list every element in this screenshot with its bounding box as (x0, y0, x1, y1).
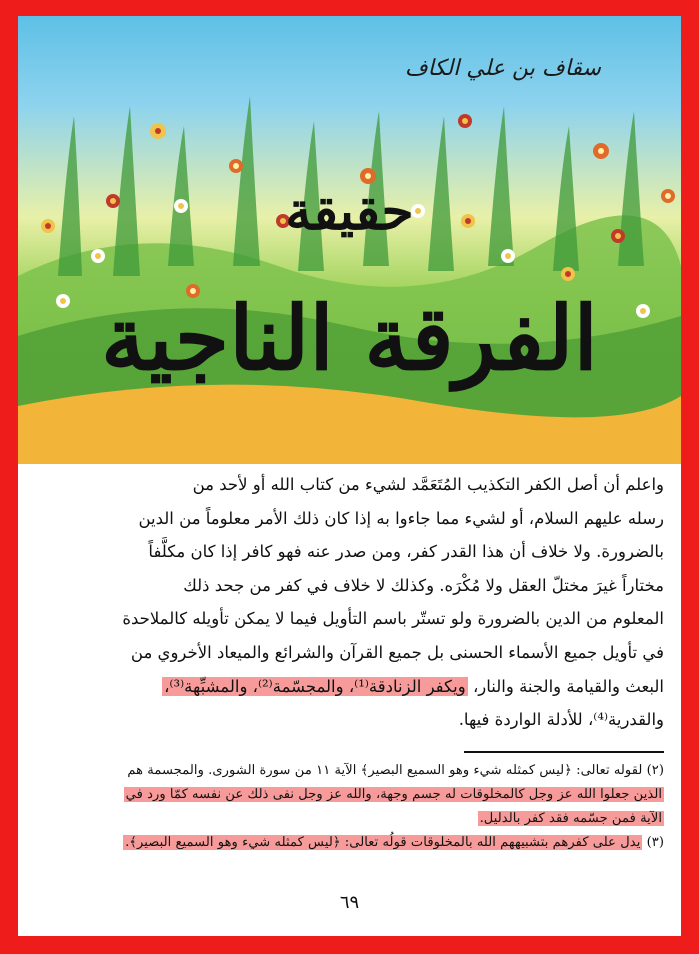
book-page (18, 16, 681, 936)
body-line: المعلوم من الدين بالضرورة ولو تستّر باسم التأويل فيما لا يمكن تأويله كالملاحدة (122, 609, 664, 629)
page-body (32, 468, 664, 855)
body-line: في تأويل جميع الأسماء الحسنى بل جميع القرآن والشرائع والميعاد الأخروي من (130, 642, 664, 662)
footnotes (32, 759, 664, 855)
footnote-divider (464, 751, 664, 753)
body-line: رسله عليهم السلام، أو لشيء مما جاءوا به إذا كان ذلك الأمر معلوماً من الدين (138, 508, 664, 528)
body-line (32, 670, 664, 704)
title-line-1: حقيقة (285, 181, 414, 242)
author-name: سقاف بن علي الكاف (404, 56, 601, 81)
body-line: واعلم أن أصل الكفر التكذيب المُتَعَمَّد لشيء من كتاب الله أو لأحد من (192, 475, 664, 494)
title-line-2: الفرقة الناجية (101, 286, 598, 390)
highlighted-footnote: يدل على كفرهم بتشبيههم الله بالمخلوقات قولُه تعالى: ﴿ليس كمثله شيء وهو السميع البصير﴾. (125, 834, 641, 850)
main-paragraph (32, 468, 664, 737)
body-line-start: البعث والقيامة والجنة والنار، (472, 676, 664, 696)
body-line: بالضرورة. ولا خلاف أن هذا القدر كفر، ومن صدر عنه فهو كافر إذا كان مكلَّفاً (148, 542, 664, 562)
highlighted-text: ويكفر الزنادقة⁽¹⁾، والمجسّمة⁽²⁾، والمشبِّهة⁽³⁾، (164, 676, 466, 696)
highlighted-footnote: الآية فمن جسّمه فقد كفر بالدليل. (479, 810, 662, 826)
body-line: مختاراً غيرَ مختلّ العقل ولا مُكْرَه. وكذلك لا خلاف في كفر من جحد ذلك (183, 575, 664, 595)
footnote-3-marker: (٣) (646, 834, 664, 850)
page-number: ٦٩ (339, 892, 360, 913)
footnote-2-line (32, 783, 664, 807)
footnote-2-line (32, 807, 664, 831)
cover-illustration (18, 16, 681, 464)
body-line: والقدرية⁽⁴⁾، للأدلة الواردة فيها. (458, 710, 664, 730)
highlighted-footnote: الذين جعلوا الله عز وجل كالمخلوقات له جسم وجهة، والله عز وجل نفى ذلك عن نفسه كمّا ورد في (125, 786, 662, 802)
footnote-2-line: (٢) لقوله تعالى: ﴿ليس كمثله شيء وهو السميع البصير﴾ الآية ١١ من سورة الشورى. والمجسمة هم (127, 762, 664, 778)
footnote-3 (32, 831, 664, 855)
